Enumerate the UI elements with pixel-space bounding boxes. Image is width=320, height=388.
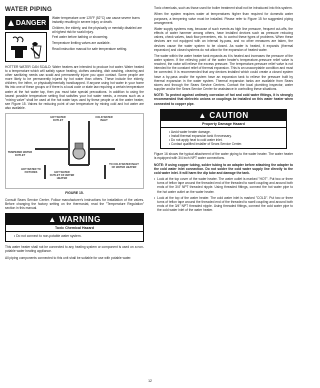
potable-paragraph: All piping components connected to this unit shall be suitable for use with potable water.: [5, 255, 132, 260]
page-number: 12: [148, 379, 152, 383]
supply-systems-paragraph: Water supply systems may, because of such events as high line pressure, frequent cut-offs, the effects of water hammer among others, have installed devices such as pressure reducing valves, check valves, back flow preventers, etc. to control these types of problems. When these devices are not equipped with an internal by-pass, and no other measures are taken, the devices cause the water system to be closed. As water is heated, it expands (thermal expansion) and closed systems do not allow for the expansion of heated water.: [154, 27, 293, 52]
caution-list: [161, 128, 286, 148]
danger-line: Feel water before bathing or showering.: [52, 35, 109, 40]
warning-triangle-icon: [8, 20, 14, 26]
consult-paragraph: Consult Sears Service Center. Follow manufacturer's instructions for installation of the valves. Before changing the factory setting on the thermostat, read the "Temperature Regulation" section in this manual.: [5, 198, 144, 211]
tempering-paragraph: When the system requires water at temperatures higher than required for domestic water purposes, a tempering valve must be installed. Please refer to Figure 15 for suggested piping arrangement.: [154, 12, 293, 25]
warning-triangle-icon: ▲: [48, 215, 60, 225]
bullet-icon: •: [154, 177, 156, 182]
danger-line: Children, the elderly, and the physically or mentally disabled are at highest risk for scald injury.: [52, 25, 142, 34]
danger-badge: DANGER: [5, 16, 49, 30]
warning-box: [5, 213, 144, 242]
right-column: [154, 6, 293, 215]
list-item: • Look at the top of the water heater. The cold water inlet is marked "COLD". Put two or three turns of teflon tape around the threaded end of the threaded to swell coupling and around both ends of the 3/4" NPT threaded nipple. Using threaded fittings, connect the cold water pipe to the cold water inlet of the water heater.: [154, 196, 293, 215]
danger-line: Read instruction manual for safe temperature setting.: [52, 46, 128, 51]
danger-line: Temperature limiting valves are available.: [52, 40, 111, 45]
figure-label: HOT WATER OUTLET: [50, 116, 66, 123]
attachment-paragraph: Figure 16 shows the typical attachment of the water piping to the water heater. The water heater is equipped with 3/4 inch NPT water connections.: [154, 152, 293, 161]
caution-subtitle: Property Damage Hazard: [161, 121, 286, 128]
warning-subtitle: Toxic Chemical Hazard: [6, 225, 143, 232]
figure-label: COLD WATER INLET: [95, 116, 113, 123]
danger-text: [52, 16, 144, 62]
copper-note: NOTE: If using copper tubing, solder tubing to an adapter before attaching the adapter to the cold water inlet connection. Do not solder the cold water supply line directly to the cold water inlet. It will harm the dip tube and damage the tank.: [154, 162, 293, 175]
expansion-paragraph: The water within the water heater tank expands as it is heated and increases the pressure of the water system. If the relieving point of the water heater's temperature-pressure relief valve is reached, the valve will relieve the excess pressure. The temperature-pressure relief valve is not intended for the constant relief of thermal expansion. This is an unacceptable condition and must be corrected. It is recommended that any devices installed which could create a closed system have a by-pass and/or the system have an expansion tank to relieve the pressure built by thermal expansion in the water system. Thermal expansion tanks are available from Sears stores and through the Sears Service Centers. Contact the local plumbing inspector, water supplier and/or the Sears Service Center for assistance in controlling these situations.: [154, 54, 293, 91]
figure-caption: FIGURE 15.: [65, 191, 84, 196]
danger-line: Water temperature over 125°F (52°C) can cause severe burns instantly resulting in severe injury or death.: [52, 16, 140, 25]
caution-item: • Contact qualified installer of Sears Service Center.: [169, 141, 243, 146]
toxic-paragraph: Toxic chemicals, such as those used for boiler treatment shall not be introduced into this system.: [154, 6, 293, 10]
danger-label: [5, 16, 144, 62]
mixing-valve-figure: [5, 113, 144, 189]
non-potable-paragraph: This water heater shall not be connected to any heating system or component is used on a non-potable water heating appliance.: [5, 245, 144, 254]
caution-item: • Do not apply heat to cold water inlet.: [169, 137, 223, 142]
caution-header: ▲ CAUTION: [161, 110, 286, 121]
list-item: • Look at the top cover of the water heater. The water outlet is marked "HOT". Put two or three turns of teflon tape around the threaded end of the threaded to swell coupling and around both ends of the 3/4" NPT threaded nipple. Using threaded fittings, connect the hot water pipe to the hot water outlet on the water heater.: [154, 177, 293, 196]
left-column: [5, 6, 144, 262]
dielectric-note: NOTE: To protect against untimely corrosion of hot and cold water fittings, it is strongly recommended that dielectric unions or couplings be installed on this water heater when connected to copper pipe.: [154, 93, 293, 106]
caution-item: • Install thermal expansion tank if necessary.: [169, 133, 232, 138]
bullet-icon: •: [154, 196, 156, 201]
warning-header: ▲ WARNING: [6, 214, 143, 225]
figure-label: HOT WATER OUTLET OF WATER HEATER: [49, 171, 75, 181]
warning-triangle-icon: ▲: [198, 110, 210, 120]
figure-label: TO COLD WATER INLET OF WATER HEATER: [109, 163, 139, 170]
warning-item: • Do not connect to non-potable water system.: [14, 234, 82, 239]
caution-item: • Avoid water heater damage.: [169, 129, 211, 134]
caution-box: [160, 109, 287, 149]
scald-hazard-icon: [5, 32, 47, 62]
section-heading: WATER PIPING: [5, 6, 52, 13]
figure-label: HOT WATER TO FIXTURES: [21, 168, 41, 175]
figure-label: TEMPERED WATER OUTLET: [7, 151, 33, 158]
hotter-water-paragraph: HOTTER WATER CAN SCALD: Water heaters are intended to produce hot water. Water heated to a temperature which will satisfy space heating, clothes washing, dish washing, cleaning and other sanitizing needs can scald and permanently injure you upon contact. Some people are more likely to be permanently injured by hot water than others. These include the elderly, children, the infirm, or physically/mentally handicapped. If anyone using hot water in your home fits into one of these groups or if there is a local code or state law requiring a certain temperature water at the hot water tap, then you must take special precautions. In addition to using the lowest possible temperature setting that satisfies your hot water needs, a means such as a "mixing valve" shall be used at the hot water taps used by these people or at the water heater, see Figure 15. Valves for reducing point of use temperature by mixing cold and hot water are also available.: [5, 65, 144, 110]
